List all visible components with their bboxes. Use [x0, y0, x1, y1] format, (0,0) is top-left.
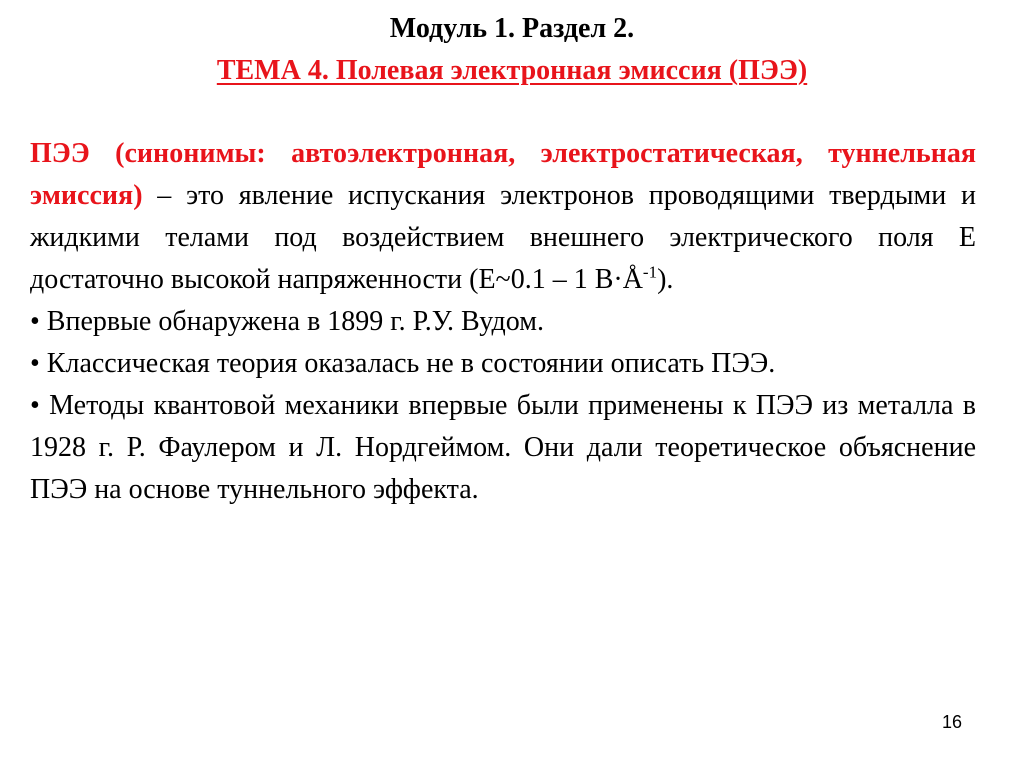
module-heading: Модуль 1. Раздел 2.: [389, 13, 635, 44]
bullet-item: • Классическая теория оказалась не в состоянии описать ПЭЭ.: [30, 348, 776, 379]
definition-superscript: -1: [642, 262, 658, 282]
bullet-item: • Впервые обнаружена в 1899 г. Р.У. Вудом.: [30, 306, 544, 337]
topic-heading: ТЕМА 4. Полевая электронная эмиссия (ПЭЭ): [216, 55, 808, 86]
definition-paragraph: [30, 133, 976, 301]
slide-body: [30, 133, 976, 511]
definition-term: ПЭЭ (синонимы: автоэлектронная, электростатическая, туннельная эмиссия): [30, 138, 976, 211]
definition-text: – это явление испускания электронов проводящими твердыми и жидкими телами под воздействием внешнего электрического поля E достаточно высокой напряженности (E~0.1 – 1 В·Å: [30, 180, 976, 295]
bullet-item: • Методы квантовой механики впервые были применены к ПЭЭ из металла в 1928 г. Р. Фаулером и Л. Нордгеймом. Они дали теоретическое объяснение ПЭЭ на основе туннельного эффекта.: [30, 390, 976, 505]
definition-text-end: ).: [657, 264, 674, 295]
page-number: 16: [941, 712, 962, 732]
